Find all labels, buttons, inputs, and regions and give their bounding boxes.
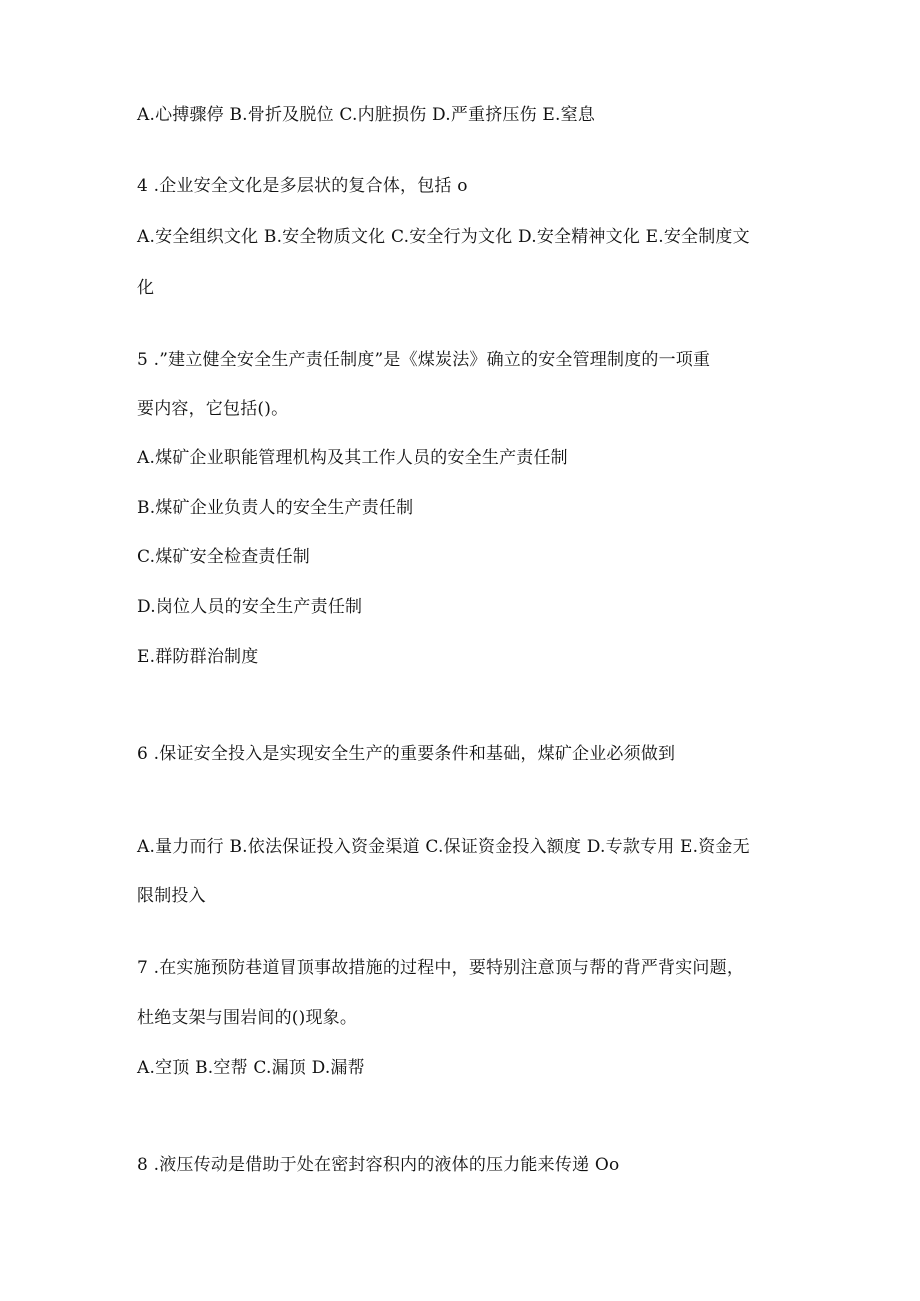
q6-options-line1: A.量力而行 B.依法保证投入资金渠道 C.保证资金投入额度 D.专款专用 E.资金无 [137, 837, 750, 857]
q7-question-line2: 杜绝支架与围岩间的()现象。 [137, 1008, 358, 1028]
q5-option-b: B.煤矿企业负责人的安全生产责任制 [137, 498, 414, 518]
q8-question: 8 .液压传动是借助于处在密封容积内的液体的压力能来传递 Oo [137, 1155, 620, 1175]
q4-options-line2: 化 [137, 278, 155, 298]
q7-options: A.空顶 B.空帮 C.漏顶 D.漏帮 [137, 1058, 365, 1078]
q4-question: 4 .企业安全文化是多层状的复合体，包括 o [137, 176, 468, 196]
q5-option-c: C.煤矿安全检查责任制 [137, 547, 311, 567]
q5-question-line2: 要内容，它包括()。 [137, 399, 289, 419]
q5-question-line1: 5 .”建立健全安全生产责任制度”是《煤炭法》确立的安全管理制度的一项重 [137, 350, 711, 370]
q4-options-line1: A.安全组织文化 B.安全物质文化 C.安全行为文化 D.安全精神文化 E.安全制度文 [137, 227, 750, 247]
q6-options-line2: 限制投入 [137, 886, 206, 906]
q5-option-a: A.煤矿企业职能管理机构及其工作人员的安全生产责任制 [137, 448, 568, 468]
q3-options: A.心搏骤停 B.骨折及脱位 C.内脏损伤 D.严重挤压伤 E.窒息 [137, 105, 596, 125]
q5-option-d: D.岗位人员的安全生产责任制 [137, 597, 363, 617]
q7-question-line1: 7 .在实施预防巷道冒顶事故措施的过程中，要特别注意顶与帮的背严背实问题， [137, 958, 745, 978]
q6-question: 6 .保证安全投入是实现安全生产的重要条件和基础，煤矿企业必须做到 [137, 744, 676, 764]
q5-option-e: E.群防群治制度 [137, 647, 259, 667]
